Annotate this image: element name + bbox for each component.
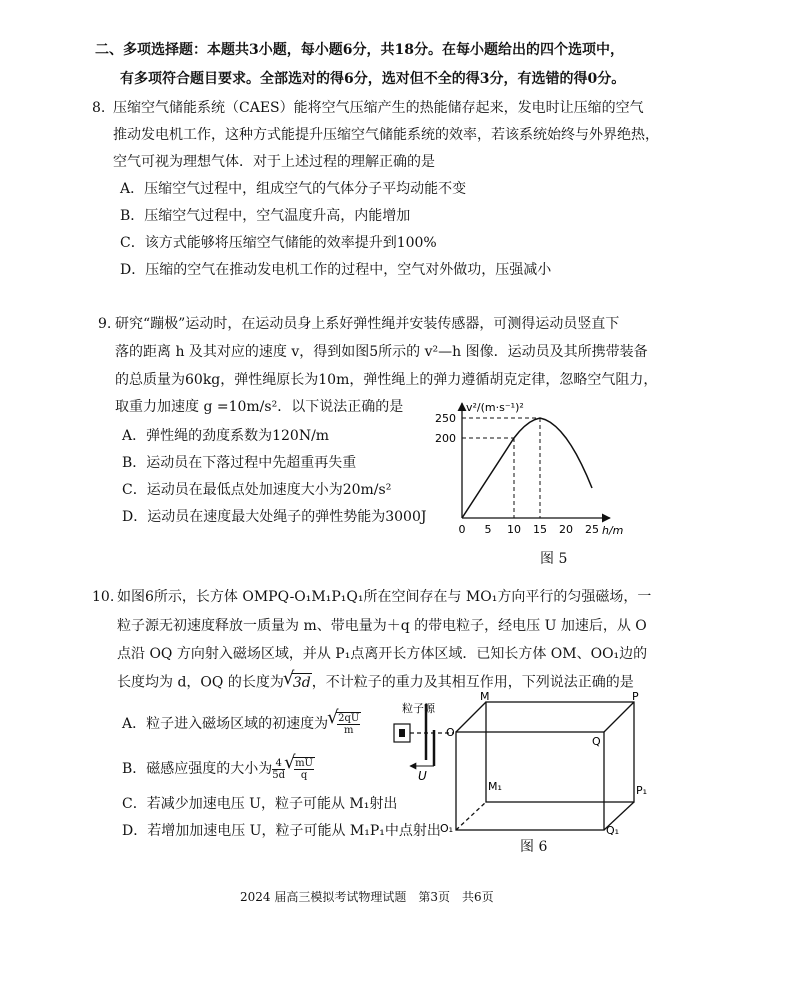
q9-option-b: B．运动员在下落过程中先超重再失重 [122,455,357,471]
q10-option-a-text: A．粒子进入磁场区域的初速度为 [122,716,329,732]
q10-option-b-text: B．磁感应强度的大小为 [122,761,273,777]
figure-6-diagram [380,690,680,835]
q10-option-a [122,712,361,736]
q10-option-d: D．若增加加速电压 U，粒子可能从 M₁P₁中点射出 [122,823,441,839]
q10-stem-line4-b: ，不计粒子的重力及其相互作用，下列说法正确的是 [311,674,634,691]
y-tick-label: 250 [435,412,456,425]
option-b-numerator: √ mU [295,758,313,769]
front-face [456,732,604,830]
option-b-coef-denominator: 5d [272,769,286,781]
option-a-sqrt [336,712,361,736]
label-P: P [632,690,639,703]
q10-stem-line: 如图6所示，长方体 OMPQ-O₁M₁P₁Q₁所在空间存在与 MO₁方向平行的匀强磁场，一 [117,589,652,605]
q9-stem-line: 落的距离 h 及其对应的速度 v，得到如图5所示的 v²—h 图像．运动员及其所携带装备 [115,344,648,360]
figure-5-chart [420,395,720,545]
label-P1: P₁ [636,784,648,797]
x-tick-label: 15 [533,523,547,536]
x-tick-label: 20 [559,523,573,536]
y-axis-label: v²/(m·s⁻¹)² [466,401,524,414]
option-a-denominator: m [343,725,354,736]
section-header-line1: 二、多项选择题：本题共3小题，每小题6分，共18分。在每小题给出的四个选项中， [95,42,624,58]
q9-option-a: A．弹性绳的劲度系数为120N/m [122,428,330,444]
q9-stem-line: 研究“蹦极”运动时，在运动员身上系好弹性绳并安装传感器，可测得运动员竖直下 [115,316,620,332]
label-M: M [480,690,490,703]
figure-6-caption: 图 6 [520,839,548,855]
sqrt-3d-radicand: 3d [292,675,311,691]
x-tick-label: 5 [484,523,492,536]
q9-stem-line: 取重力加速度 g =10m/s²．以下说法正确的是 [115,399,404,415]
q10-stem-line: 点沿 OQ 方向射入磁场区域，并从 P₁点离开长方体区域．已知长方体 OM、OO₁边的 [117,646,648,662]
q8-option-a: A．压缩空气过程中，组成空气的气体分子平均动能不变 [120,181,467,197]
q9-stem-line: 的总质量为60kg，弹性绳原长为10m，弹性绳上的弹力遵循胡克定律，忽略空气阻力， [115,372,658,388]
option-a-numerator: √ 2qU [338,713,360,724]
x-tick-label: 25 [585,523,599,536]
q9-number: 9. [98,316,112,332]
label-U: U [418,769,427,783]
label-Q: Q [592,735,601,748]
q8-stem-line: 推动发电机工作，这种方式能提升压缩空气储能系统的效率，若该系统始终与外界绝热， [113,127,659,143]
q10-stem-line4-a: 长度均为 d，OQ 的长度为 [117,674,284,691]
q10-option-b [122,757,315,781]
figure-5-caption: 图 5 [540,551,568,567]
particle-source-core [399,729,405,737]
label-Q1: Q₁ [606,824,620,835]
front-face-back [486,702,634,802]
x-tick-label: 0 [458,523,466,536]
q8-option-c: C．该方式能够将压缩空气储能的效率提升到100% [120,235,437,251]
q10-option-c: C．若减少加速电压 U，粒子可能从 M₁射出 [122,796,398,812]
x-tick-label: 10 [507,523,521,536]
q8-stem-line: 压缩空气储能系统（CAES）能将空气压缩产生的热能储存起来，发电时让压缩的空气 [113,100,644,116]
series-line [462,418,592,518]
q9-option-c: C．运动员在最低点处加速度大小为20m/s² [122,482,392,498]
x-axis-label: h/m [602,524,624,537]
label-M1: M₁ [488,780,502,793]
q8-option-b: B．压缩空气过程中，空气温度升高，内能增加 [120,208,411,224]
q10-number: 10. [92,589,115,605]
q8-number: 8. [92,100,106,116]
sqrt-3d [292,673,312,692]
label-particle-source: 粒子源 [402,702,435,715]
q8-option-d: D．压缩的空气在推动发电机工作的过程中，空气对外做功，压强减小 [120,262,552,278]
q9-option-d: D．运动员在速度最大处绳子的弹性势能为3000J [122,509,427,525]
section-header-line2: 有多项符合题目要求。全部选对的得6分，选对但不全的得3分，有选错的得0分。 [120,71,626,87]
y-tick-label: 200 [435,432,456,445]
option-b-denominator: q [300,770,308,781]
label-O: O [446,726,455,739]
label-O1: O₁ [440,822,454,835]
q8-stem-line: 空气可视为理想气体．对于上述过程的理解正确的是 [113,154,435,170]
option-b-sqrt [293,757,315,781]
page-footer: 2024 届高三模拟考试物理试题 第3页 共6页 [240,890,494,904]
q10-stem-line: 粒子源无初速度释放一质量为 m、带电量为＋q 的带电粒子，经电压 U 加速后，从 O [117,618,647,634]
option-b-coef-numerator: 4 [272,758,285,770]
